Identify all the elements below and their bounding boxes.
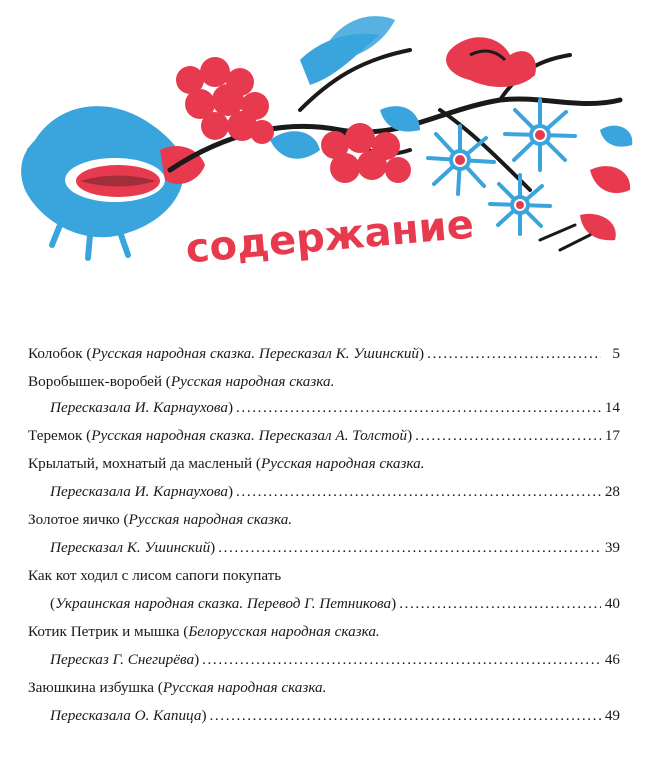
toc-entry-note: Русская народная сказка. <box>128 511 293 528</box>
berry-cluster-icon <box>321 123 411 183</box>
berry-cluster-icon <box>176 57 274 144</box>
dot-leader <box>236 480 601 504</box>
toc-entry-title: Воробышек-воробей ( <box>28 373 171 390</box>
toc-entry-close: ) <box>407 427 413 444</box>
toc-entry-close: ) <box>227 399 234 416</box>
dot-leader <box>427 342 601 366</box>
toc-entry-page: 5 <box>612 345 620 362</box>
dot-leader <box>399 592 601 616</box>
toc-entry-close: ) <box>391 595 397 612</box>
blue-leaf-icon <box>21 106 205 258</box>
toc-entry-note: Русская народная сказка. Пересказал К. Ушинский <box>91 345 420 362</box>
toc-entry-title: ( <box>50 595 56 612</box>
dot-leader <box>218 536 601 560</box>
toc-entry-page: 14 <box>604 399 620 416</box>
toc-entry[interactable] <box>28 508 292 532</box>
toc-entry[interactable] <box>50 648 620 672</box>
dot-leader <box>236 396 601 420</box>
toc-entry-page: 40 <box>604 595 620 612</box>
dot-leader <box>210 704 602 728</box>
toc-entry[interactable] <box>28 452 425 476</box>
toc-entry[interactable] <box>28 342 620 366</box>
toc-entry-close: ) <box>201 707 207 724</box>
toc-entry[interactable] <box>50 480 620 504</box>
toc-entry-page: 39 <box>604 539 620 556</box>
toc-entry-title: Колобок ( <box>28 345 92 362</box>
red-flower-icon <box>446 37 536 87</box>
blue-daisy-icon <box>490 175 550 234</box>
toc-entry-note: Пересказала О. Капица <box>50 707 202 724</box>
blue-daisy-icon <box>428 126 494 194</box>
toc-entry-note: Украинская народная сказка. Перевод Г. Петникова <box>55 595 392 612</box>
dot-leader <box>202 648 601 672</box>
toc-entry[interactable] <box>28 564 281 588</box>
toc-entry-title: Крылатый, мохнатый да масленый ( <box>28 455 261 472</box>
toc-entry[interactable] <box>28 370 334 394</box>
toc-entry[interactable] <box>50 592 620 616</box>
toc-entry-note: Русская народная сказка. <box>260 455 425 472</box>
toc-entry-note: Русская народная сказка. <box>170 373 335 390</box>
toc-entry-note: Русская народная сказка. <box>162 679 327 696</box>
toc-entry[interactable] <box>28 676 326 700</box>
toc-entry-title: Заюшкина избушка ( <box>28 679 163 696</box>
dot-leader <box>415 424 601 448</box>
page-title <box>180 208 480 272</box>
toc-entry[interactable] <box>50 536 620 560</box>
toc-entry-title: Как кот ходил с лисом сапоги покупать <box>28 567 282 584</box>
toc-entry-title: Теремок ( <box>28 427 92 444</box>
toc-entry[interactable] <box>28 620 380 644</box>
toc-entry-title: Золотое яичко ( <box>28 511 129 528</box>
toc-entry-page: 17 <box>604 427 620 444</box>
toc-entry-page: 28 <box>604 483 620 500</box>
toc-entry-close: ) <box>227 483 234 500</box>
toc-entry-note: Русская народная сказка. Пересказал А. Толстой <box>91 427 408 444</box>
toc-entry[interactable] <box>50 396 620 420</box>
toc-entry-note: Пересказала И. Карнаухова <box>50 399 228 416</box>
toc-entry-note: Белорусская народная сказка. <box>188 623 380 640</box>
toc-entry-page: 46 <box>604 651 620 668</box>
blue-daisy-icon <box>505 100 575 170</box>
toc-entry-note: Пересказал К. Ушинский <box>50 539 211 556</box>
toc-entry-close: ) <box>419 345 425 362</box>
page-title-text: содержание <box>183 208 476 272</box>
toc-entry-page: 49 <box>604 707 620 724</box>
toc-entry[interactable] <box>28 424 620 448</box>
toc-entry-note: Пересказ Г. Снегирёва <box>50 651 195 668</box>
toc-entry[interactable] <box>50 704 620 728</box>
toc-entry-note: Пересказала И. Карнаухова <box>50 483 228 500</box>
toc-entry-title: Котик Петрик и мышка ( <box>28 623 189 640</box>
toc-entry-close: ) <box>210 539 216 556</box>
toc-entry-close: ) <box>194 651 200 668</box>
